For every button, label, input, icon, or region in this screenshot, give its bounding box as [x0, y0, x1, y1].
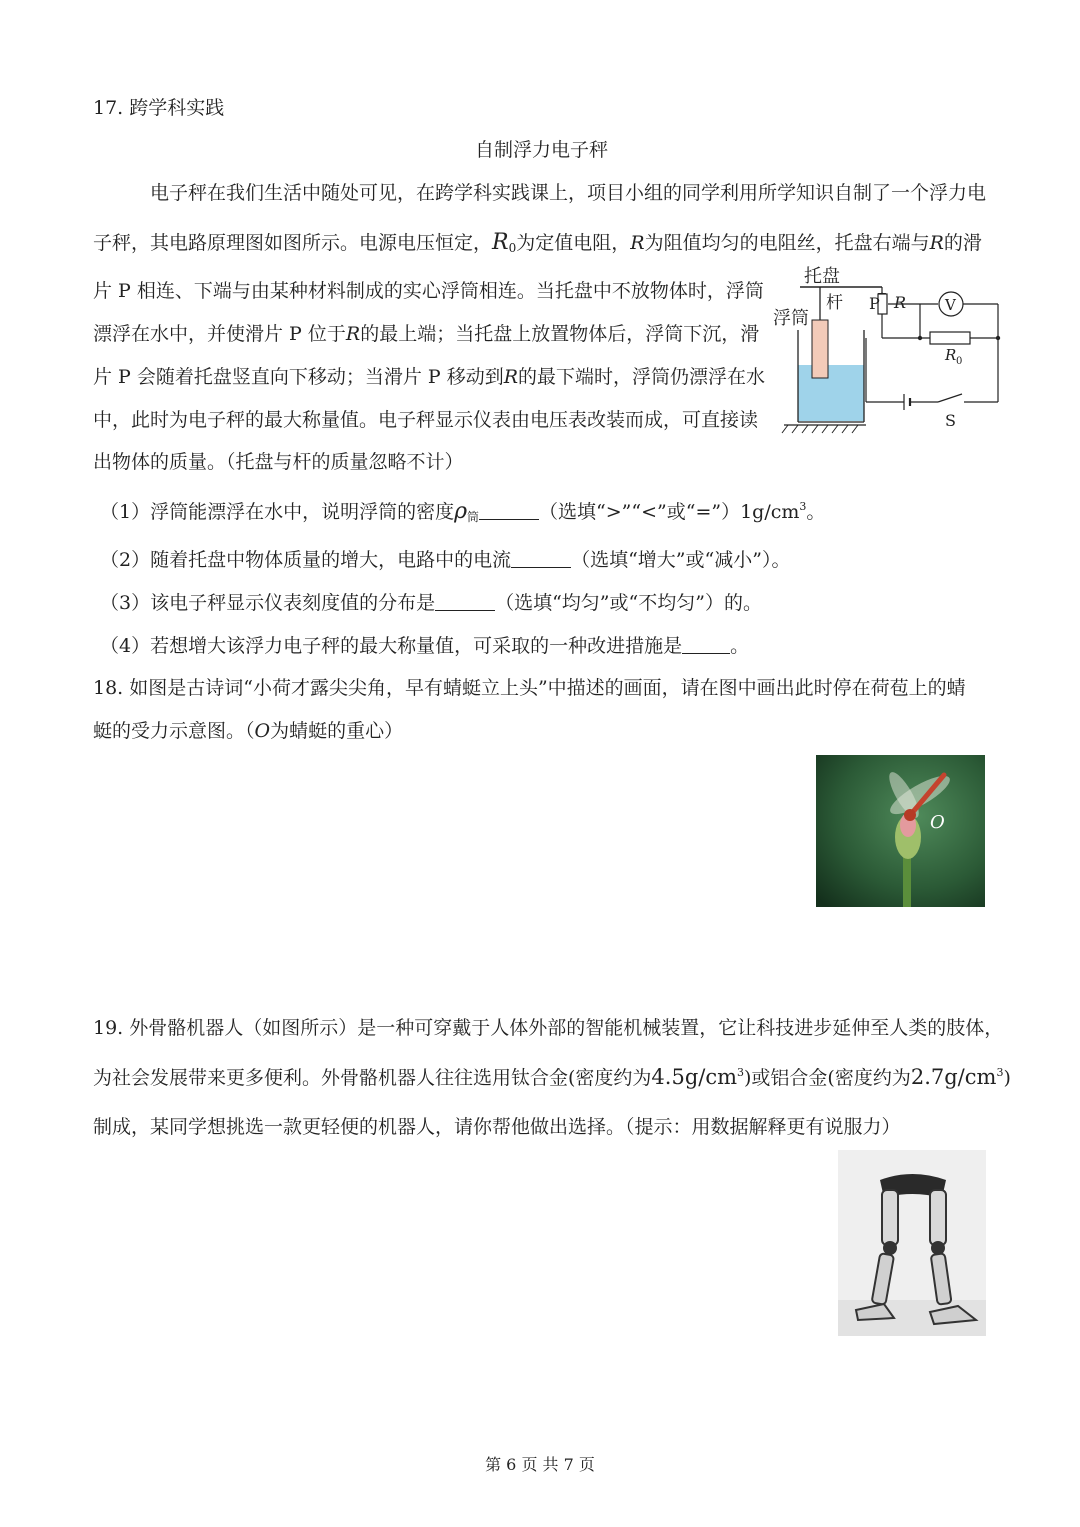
label-tray: 托盘 — [804, 266, 840, 287]
label-R0: R — [945, 346, 957, 364]
switch — [938, 394, 962, 402]
q17-heading: 17. 跨学科实践 — [93, 97, 225, 119]
text: 的最下端时，浮筒仍漂浮在水 — [518, 366, 766, 388]
symbol-R0-sub: 0 — [508, 241, 517, 255]
symbol-R0: R — [492, 230, 509, 255]
resistor-R0 — [930, 332, 970, 344]
text: （1）浮筒能漂浮在水中，说明浮筒的密度 — [100, 501, 455, 523]
label-S: S — [945, 411, 956, 430]
q17-para-line4 — [93, 319, 759, 346]
q17-para-line2 — [93, 228, 982, 255]
q18-line2 — [93, 716, 403, 743]
text: （4）若想增大该浮力电子秤的最大称量值，可采取的一种改进措施是 — [100, 635, 683, 657]
q17-subtitle: 自制浮力电子秤 — [475, 139, 609, 161]
q17-sub2 — [100, 545, 790, 572]
text: 为社会发展带来更多便利。外骨骼机器人往往选用钛合金(密度约为 — [93, 1067, 652, 1089]
q17-para-line6: 中，此时为电子秤的最大称量值。电子秤显示仪表由电压表改装而成，可直接读 — [93, 409, 759, 431]
text: 的滑 — [943, 232, 982, 254]
q17-para-line3: 片 P 相连、下端与由某种材料制成的实心浮筒相连。当托盘中不放物体时，浮筒 — [93, 280, 764, 302]
text: 片 P 会随着托盘竖直向下移动；当滑片 P 移动到 — [93, 366, 504, 388]
label-R0-sub: 0 — [956, 356, 963, 367]
water — [798, 365, 864, 421]
q17-sub4 — [100, 631, 749, 658]
symbol-R: R — [929, 232, 944, 254]
text: 为蜻蜓的重心） — [270, 720, 404, 742]
text: （3）该电子秤显示仪表刻度值的分布是 — [100, 592, 436, 614]
label-P: P — [869, 294, 880, 313]
exo-right-thigh — [930, 1190, 946, 1245]
answer-blank[interactable] — [435, 594, 495, 611]
symbol-R: R — [503, 366, 519, 388]
q19-line1: 19. 外骨骼机器人（如图所示）是一种可穿戴于人体外部的智能机械装置，它让科技进步延伸至人类的肢体， — [93, 1017, 1004, 1039]
text: （选填“增大”或“减小”）。 — [571, 549, 791, 571]
superscript: 3 — [799, 500, 807, 513]
text: （选填“>”“<”或“=”）1g/cm — [539, 501, 800, 523]
page-footer: 第 6 页 共 7 页 — [485, 1455, 595, 1474]
symbol-R: R — [630, 232, 645, 254]
q17-para-line5 — [93, 362, 765, 389]
answer-blank[interactable] — [479, 503, 539, 520]
answer-blank[interactable] — [511, 551, 571, 568]
text: 漂浮在水中，并使滑片 P 位于 — [93, 323, 346, 345]
label-rod: 杆 — [826, 293, 843, 313]
symbol-rho-sub: 筒 — [467, 510, 480, 524]
text: 的最上端；当托盘上放置物体后，浮筒下沉，滑 — [360, 323, 760, 345]
value-titanium-density: 4.5g/cm — [651, 1065, 738, 1089]
superscript: 3 — [996, 1066, 1004, 1079]
q17-para-line1: 电子秤在我们生活中随处可见，在跨学科实践课上，项目小组的同学利用所学知识自制了一个浮力电 — [150, 182, 987, 204]
label-R: R — [894, 293, 907, 312]
text: ) — [1003, 1067, 1011, 1089]
text: 。 — [730, 635, 750, 657]
text: 为阻值均匀的电阻丝，托盘右端与 — [644, 232, 930, 254]
label-O: O — [930, 812, 945, 833]
q17-sub1 — [100, 497, 825, 525]
dragonfly-photo — [816, 755, 985, 907]
text: 。 — [806, 501, 826, 523]
q17-para-line7: 出物体的质量。（托盘与杆的质量忽略不计） — [93, 451, 464, 473]
text: 子秤，其电路原理图如图所示。电源电压恒定， — [93, 232, 493, 254]
label-float: 浮筒 — [773, 308, 809, 329]
answer-blank[interactable] — [682, 637, 730, 654]
superscript: 3 — [737, 1066, 745, 1079]
q19-line3: 制成，某同学想挑选一款更轻便的机器人，请你帮他做出选择。（提示：用数据解释更有说服力） — [93, 1116, 901, 1138]
text: 为定值电阻， — [516, 232, 631, 254]
value-aluminum-density: 2.7g/cm — [910, 1065, 997, 1089]
text: （选填“均匀”或“不均匀”）的。 — [495, 592, 762, 614]
q18-line1: 18. 如图是古诗词“小荷才露尖尖角，早有蜻蜓立上头”中描述的画面，请在图中画出此时停在荷苞上的蜻 — [93, 677, 966, 699]
symbol-rho: ρ — [454, 499, 468, 524]
exo-left-thigh — [882, 1190, 898, 1245]
symbol-R: R — [345, 323, 361, 345]
text: 蜓的受力示意图。（ — [93, 720, 255, 742]
text: （2）随着托盘中物体质量的增大，电路中的电流 — [100, 549, 512, 571]
exoskeleton-photo — [838, 1150, 986, 1336]
text: )或铝合金(密度约为 — [744, 1067, 911, 1089]
q19-line2 — [93, 1063, 1011, 1090]
symbol-O: O — [254, 720, 271, 742]
q17-sub3 — [100, 588, 762, 615]
float-cylinder — [812, 320, 828, 378]
label-V: V — [945, 296, 956, 314]
circuit-diagram — [770, 262, 1030, 437]
